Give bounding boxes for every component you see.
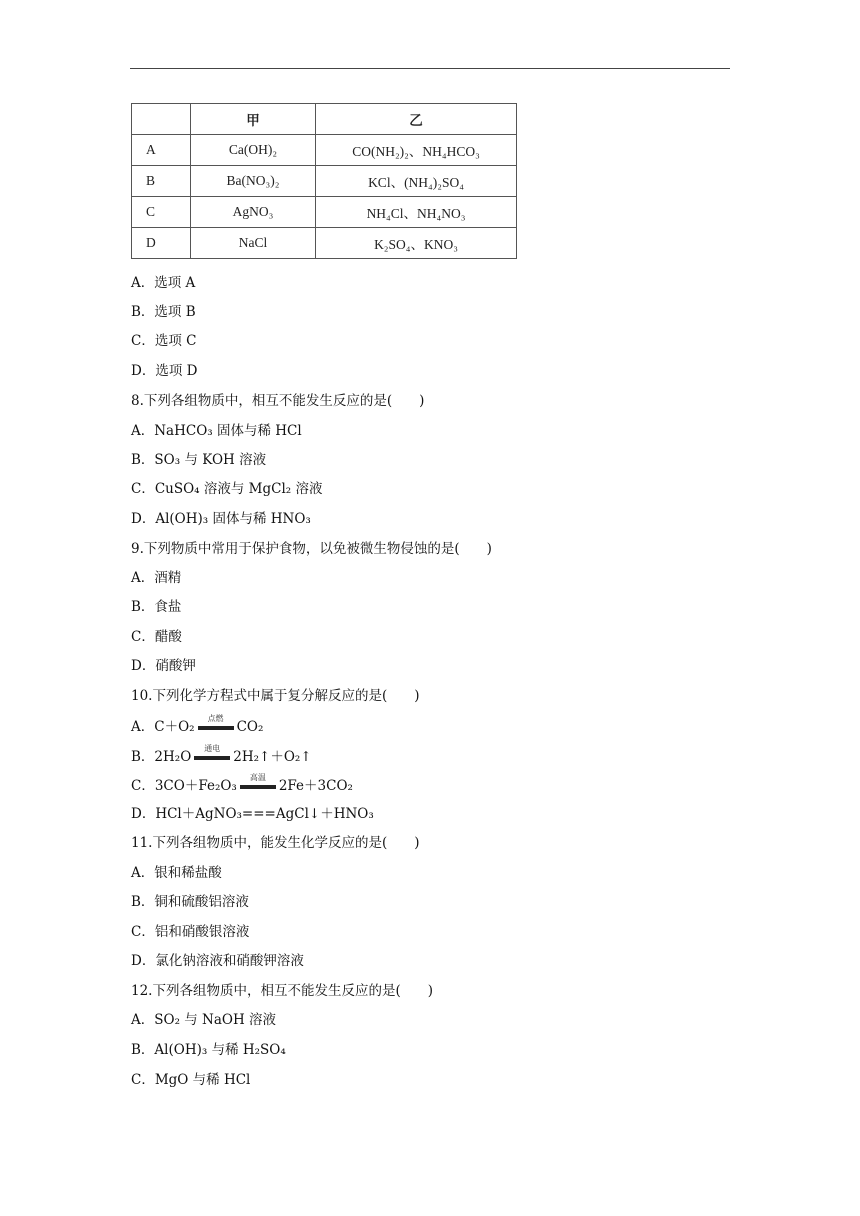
reaction-condition-sign	[196, 716, 236, 732]
table-cell: C	[132, 197, 191, 228]
q11-option-d: D．氯化钠溶液和硝酸钾溶液	[131, 953, 304, 969]
q12-stem: 12.下列各组物质中，相互不能发生反应的是( )	[131, 983, 434, 999]
q8-stem: 8.下列各组物质中，相互不能发生反应的是( )	[131, 393, 425, 409]
equation-reactants: 3CO＋Fe₂O₃	[154, 778, 237, 794]
q10-option-b	[131, 746, 312, 766]
equation-reactants: C＋O₂	[154, 719, 195, 735]
table-header-cell: 甲	[191, 104, 316, 135]
equation-products: 2H₂↑＋O₂↑	[233, 749, 312, 765]
reaction-condition-sign	[192, 746, 232, 762]
q7-option-c: C．选项 C	[131, 333, 197, 349]
q10-stem: 10.下列化学方程式中属于复分解反应的是( )	[131, 688, 420, 704]
equation-products: 2Fe＋3CO₂	[278, 778, 353, 794]
table-row	[132, 166, 517, 197]
q11-option-a: A．银和稀盐酸	[131, 865, 222, 881]
reaction-condition-sign	[238, 775, 278, 791]
q11-option-c: C．铝和硝酸银溶液	[131, 924, 250, 940]
q11-stem: 11.下列各组物质中，能发生化学反应的是( )	[131, 835, 420, 851]
q10-option-d: D．HCl＋AgNO₃===AgCl↓＋HNO₃	[131, 806, 374, 822]
q7-option-d: D．选项 D	[131, 363, 198, 379]
table-cell: Ba(NO₃)₂	[191, 166, 316, 197]
q11-option-b: B．铜和硫酸铝溶液	[131, 894, 249, 910]
q7-option-a: A．选项 A	[131, 275, 196, 291]
q9-option-c: C．醋酸	[131, 629, 182, 645]
table-cell: D	[132, 228, 191, 259]
q12-option-a: A．SO₂ 与 NaOH 溶液	[131, 1012, 277, 1028]
option-label: B．	[131, 749, 155, 765]
q8-option-d: D．Al(OH)₃ 固体与稀 HNO₃	[131, 511, 311, 527]
equation-reactants: 2H₂O	[154, 749, 192, 765]
table-header-cell	[132, 104, 191, 135]
equation-products: CO₂	[236, 719, 264, 735]
q8-option-b: B．SO₃ 与 KOH 溶液	[131, 452, 267, 468]
q8-option-c: C．CuSO₄ 溶液与 MgCl₂ 溶液	[131, 481, 323, 497]
options-table	[131, 103, 517, 259]
table-cell: A	[132, 135, 191, 166]
table-cell: CO(NH₂)₂、NH₄HCO₃	[316, 135, 517, 166]
option-label: A．	[131, 719, 155, 735]
q9-stem: 9.下列物质中常用于保护食物，以免被微生物侵蚀的是( )	[131, 541, 492, 557]
table-row	[132, 197, 517, 228]
table-cell: NH₄Cl、NH₄NO₃	[316, 197, 517, 228]
q7-option-b: B．选项 B	[131, 304, 196, 320]
header-rule	[130, 68, 730, 69]
reaction-condition-text: 高温	[249, 773, 266, 782]
q12-option-b: B．Al(OH)₃ 与稀 H₂SO₄	[131, 1042, 286, 1058]
q9-option-b: B．食盐	[131, 599, 182, 615]
reaction-condition-text: 通电	[204, 744, 221, 753]
table-row	[132, 228, 517, 259]
q8-option-a: A．NaHCO₃ 固体与稀 HCl	[131, 423, 302, 439]
table-cell: K₂SO₄、KNO₃	[316, 228, 517, 259]
option-label: C．	[131, 778, 155, 794]
reaction-condition-text: 点燃	[207, 714, 224, 723]
q10-option-a	[131, 716, 263, 736]
table-header-row	[132, 104, 517, 135]
table-cell: AgNO₃	[191, 197, 316, 228]
table-row	[132, 135, 517, 166]
table-header-cell: 乙	[316, 104, 517, 135]
q12-option-c: C．MgO 与稀 HCl	[131, 1072, 251, 1088]
table-cell: KCl、(NH₄)₂SO₄	[316, 166, 517, 197]
table-cell: Ca(OH)₂	[191, 135, 316, 166]
table-cell: B	[132, 166, 191, 197]
q10-option-c	[131, 775, 353, 795]
table-cell: NaCl	[191, 228, 316, 259]
q9-option-a: A．酒精	[131, 570, 182, 586]
q9-option-d: D．硝酸钾	[131, 658, 196, 674]
